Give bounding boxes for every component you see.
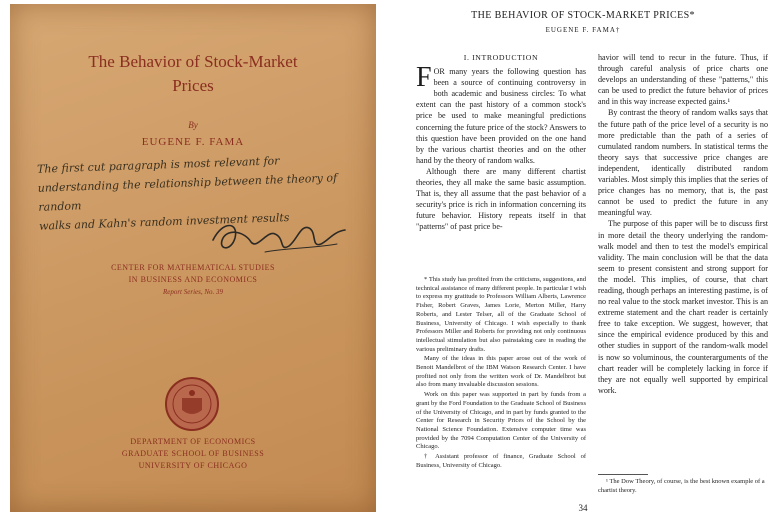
paragraph: By contrast the theory of random walks says that the future path of the price level of a security is no more predictable than the path of a series of cumulated random numbers. In statistical terms the theory says that successive price changes are independent, identically distributed random variables. Most simply this implies that the series of price changes has no memory, that is, the past cannot be used to predict the future in any meaningful way. <box>598 108 768 218</box>
cover-center <box>10 262 376 286</box>
article-page <box>392 0 774 520</box>
dept-line-3: UNIVERSITY OF CHICAGO <box>138 461 248 470</box>
left-column <box>416 52 586 233</box>
footnote-rule <box>598 474 648 475</box>
footnote: ¹ The Dow Theory, of course, is the best known example of a chartist theory. <box>598 478 765 494</box>
page-number: 34 <box>578 503 588 513</box>
article-title: THE BEHAVIOR OF STOCK-MARKET PRICES* <box>471 10 695 21</box>
cover-title-line-1: The Behavior of Stock-Market <box>88 52 298 71</box>
section-heading: I. INTRODUCTION <box>463 53 539 62</box>
paragraph-text: OR many years the following question has been a source of continuing controversy in both academic and business circles: To what extent can the past history of a common stock's price be used to make meaningful predictions concerning the future price of the stock? Answers to this question have been provided on the one hand by the various chartist theories and on the other hand by the theory of random walks. <box>416 67 586 165</box>
dept-line-1: DEPARTMENT OF ECONOMICS <box>130 437 256 446</box>
article-author: EUGENE F. FAMA† <box>545 26 621 34</box>
cover-title <box>10 50 376 98</box>
center-line-2: IN BUSINESS AND ECONOMICS <box>128 275 258 284</box>
cover-by: By <box>188 120 198 130</box>
footnote-right <box>598 478 768 495</box>
paragraph: The purpose of this paper will be to discuss first in more detail the theory underlying the random-walk model and then to test the model's empirical validity. The main conclusion will be that the data seem to present consistent and strong support for the model. This implies, of course, that chart reading, though perhaps an interesting pastime, is of no real value to the stock market investor. This is an extreme statement and the chart reader is certainly free to take exception. We suggest, however, that since the empirical evidence produced by this and other studies in support of the random-walk model is now so voluminous, the counterarguments of the chart reader will be completely lacking in force if they are not equally well supported by empirical work. <box>598 219 768 395</box>
cover-series: Report Series, No. 39 <box>162 288 224 296</box>
footnote: † Assistant professor of finance, Graduate School of Business, University of Chicago. <box>416 453 586 469</box>
footnotes <box>416 276 586 471</box>
paragraph: Although there are many different chartist theories, they all make the same basic assumption. That is, they all assume that the past behavior of a security's price is rich in information concerning its future behavior. History repeats itself in that "patterns" of past price be- <box>416 166 586 232</box>
handwriting-line-1: The first cut paragraph is most relevant for <box>36 154 280 176</box>
footnote: Many of the ideas in this paper arose out of the work of Benoit Mandelbrot of the IBM Watson Research Center. I have profited not only from the written work of Dr. Mandelbrot but also from many invaluable discussion sessions. <box>416 355 586 389</box>
handwriting-line-2: understanding the relationship between the theory of random <box>37 171 338 214</box>
drop-cap: F <box>416 62 432 94</box>
cover-author: EUGENE F. FAMA <box>141 136 245 148</box>
report-cover <box>10 4 376 512</box>
paragraph: havior will tend to recur in the future. Thus, if through careful analysis of price charts one develops an understanding of these "patterns," this can be used to predict the future behavior of prices and in this way increase expected gains.¹ <box>598 53 768 107</box>
signature-scribble <box>205 212 355 260</box>
cover-department <box>10 436 376 472</box>
dept-line-2: GRADUATE SCHOOL OF BUSINESS <box>121 449 265 458</box>
center-line-1: CENTER FOR MATHEMATICAL STUDIES <box>111 263 275 272</box>
footnote: * This study has profited from the criticisms, suggestions, and technical assistance of many different people. In particular I wish to express my gratitude to Professors William Alberts, Lawrence Fisher, Robert Graves, James Lorie, Merton Miller, Harry Roberts, and Lester Telser, all of the Graduate School of Business, University of Chicago. I wish especially to thank Professors Miller and Roberts for providing not only continuous intellectual stimulation but also painstaking care in reading the various preliminary drafts. <box>416 276 586 353</box>
university-seal-icon <box>164 376 220 432</box>
handwriting-line-3: walks and Kahn's random investment results <box>38 211 290 233</box>
right-column <box>598 52 768 396</box>
footnote: Work on this paper was supported in part by funds from a grant by the Ford Foundation to the Graduate School of Business of the University of Chicago, and in part by funds granted to the Center for Research in Security Prices of the School by the National Science Foundation. Extensive computer time was provided by the 7094 Computation Center of the University of Chicago. <box>416 391 586 451</box>
cover-title-line-2: Prices <box>172 76 214 95</box>
paragraph <box>416 62 586 166</box>
